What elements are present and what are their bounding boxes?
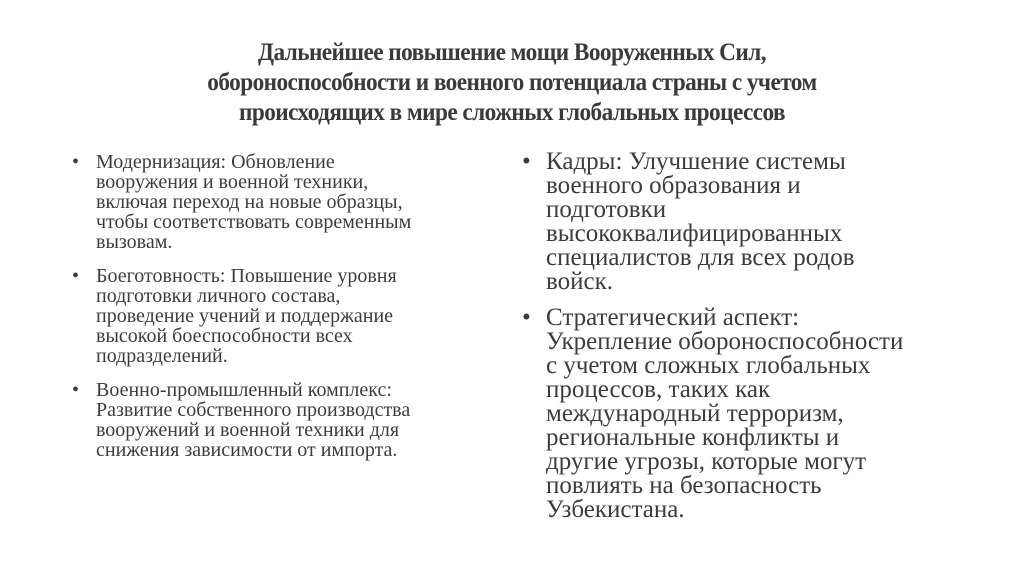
text-line: вызовам. — [96, 231, 173, 253]
bullet-icon: • — [72, 265, 80, 287]
text-line: процессов, таких как — [546, 376, 771, 403]
bullet-item-modernization — [72, 152, 492, 252]
right-bullet-list — [522, 150, 962, 534]
text-line: Модернизация: Обновление — [96, 151, 335, 173]
title-line: обороноспособности и военного потенциала страны с учетом — [207, 69, 817, 96]
text-line: военного образования и — [546, 172, 801, 199]
text-line: вооружения и военной техники, — [96, 171, 369, 193]
text-line: Узбекистана. — [546, 496, 685, 523]
text-line: Укрепление обороноспособности — [546, 328, 904, 355]
text-line: Кадры: Улучшение системы — [546, 148, 846, 175]
title-line: Дальнейшее повышение мощи Вооруженных Сил, — [258, 39, 766, 66]
text-line: войск. — [546, 268, 614, 295]
text-line: высокой боеспособности всех — [96, 325, 353, 347]
text-line: Военно-промышленный комплекс: — [96, 379, 392, 401]
text-line: проведение учений и поддержание — [96, 305, 394, 327]
bullet-item-strategic-aspect — [522, 306, 962, 522]
bullet-icon: • — [72, 379, 80, 401]
text-line: снижения зависимости от импорта. — [96, 439, 398, 461]
bullet-icon: • — [72, 151, 80, 173]
bullet-icon: • — [522, 148, 531, 175]
bullet-item-readiness — [72, 266, 492, 366]
slide-title — [129, 38, 895, 128]
bullet-item-military-industry — [72, 380, 492, 460]
left-bullet-list — [72, 152, 492, 474]
text-line: специалистов для всех родов — [546, 244, 855, 271]
text-line: с учетом сложных глобальных — [546, 352, 871, 379]
text-line: вооружений и военной техники для — [96, 419, 400, 441]
text-line: другие угрозы, которые могут — [546, 448, 867, 475]
text-line: Развитие собственного производства — [96, 399, 411, 421]
text-line: Стратегический аспект: — [546, 304, 800, 331]
text-line: включая переход на новые образцы, — [96, 191, 403, 213]
title-line: происходящих в мире сложных глобальных процессов — [238, 99, 785, 126]
text-line: подготовки — [546, 196, 667, 223]
text-line: международный терроризм, — [546, 400, 844, 427]
text-line: чтобы соответствовать современным — [96, 211, 412, 233]
bullet-item-personnel — [522, 150, 962, 294]
text-line: подготовки личного состава, — [96, 285, 341, 307]
text-line: подразделений. — [96, 345, 228, 367]
bullet-icon: • — [522, 304, 531, 331]
text-line: повлиять на безопасность — [546, 472, 822, 499]
text-line: высококвалифицированных — [546, 220, 843, 247]
text-line: Боеготовность: Повышение уровня — [96, 265, 397, 287]
text-line: региональные конфликты и — [546, 424, 840, 451]
